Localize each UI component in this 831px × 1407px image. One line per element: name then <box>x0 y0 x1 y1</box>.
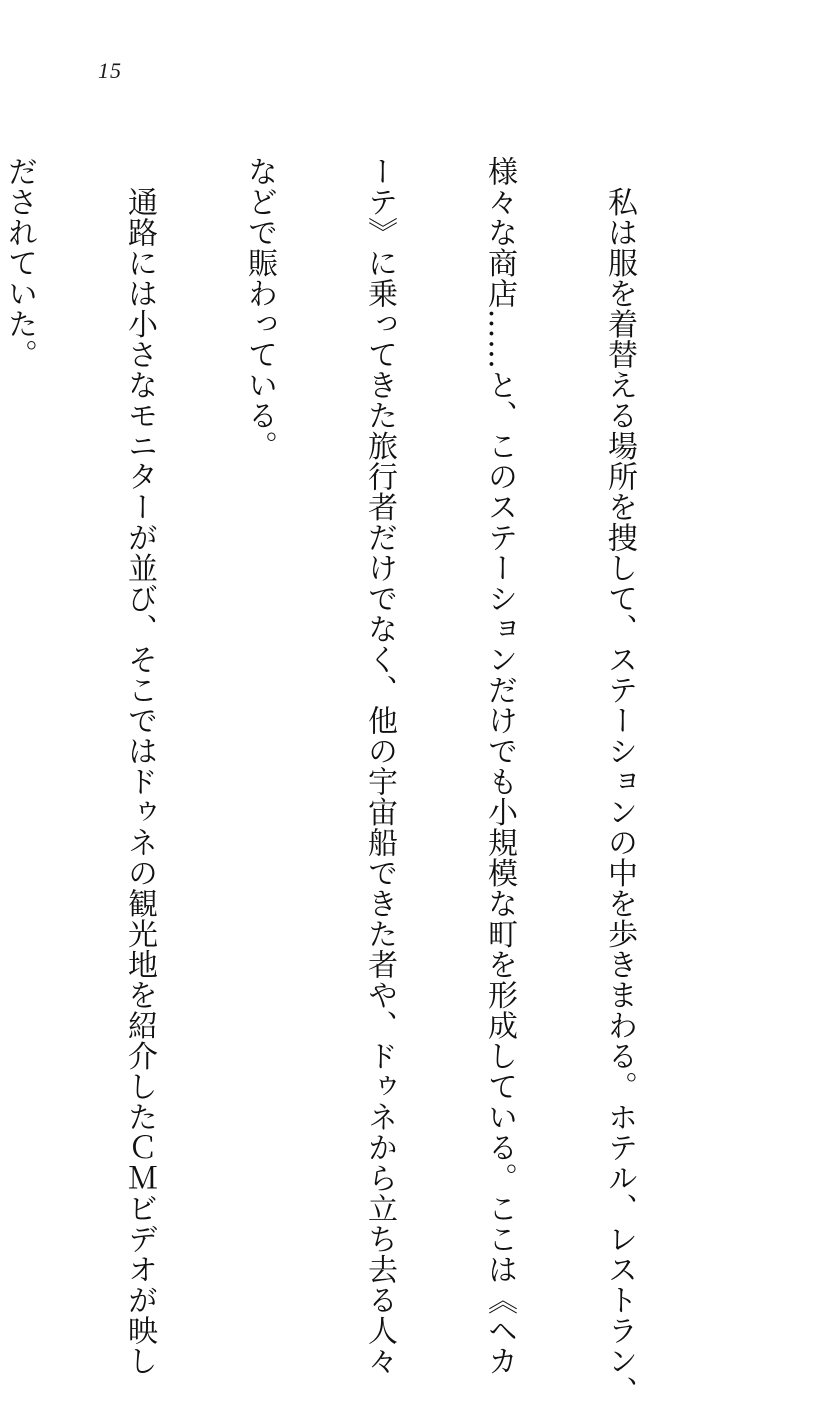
body-text <box>0 156 719 1407</box>
text-line: だされていた。 <box>2 156 37 370</box>
text-line: 様々な商店……と、このステーションだけでも小規模な町を形成している。ここは《ヘカ <box>482 156 517 1376</box>
text-line: 通路には小さなモニターが並び、そこではドゥネの観光地を紹介したＣＭビデオが映し <box>122 156 157 1376</box>
text-line: ーテ》に乗ってきた旅行者だけでなく、他の宇宙船できた者や、ドゥネから立ち去る人々 <box>362 156 397 1376</box>
text-line: などで賑わっている。 <box>242 156 277 461</box>
page-number: 15 <box>98 58 122 83</box>
text-line: 私は服を着替える場所を捜して、ステーションの中を歩きまわる。ホテル、レストラン、 <box>602 156 637 1407</box>
